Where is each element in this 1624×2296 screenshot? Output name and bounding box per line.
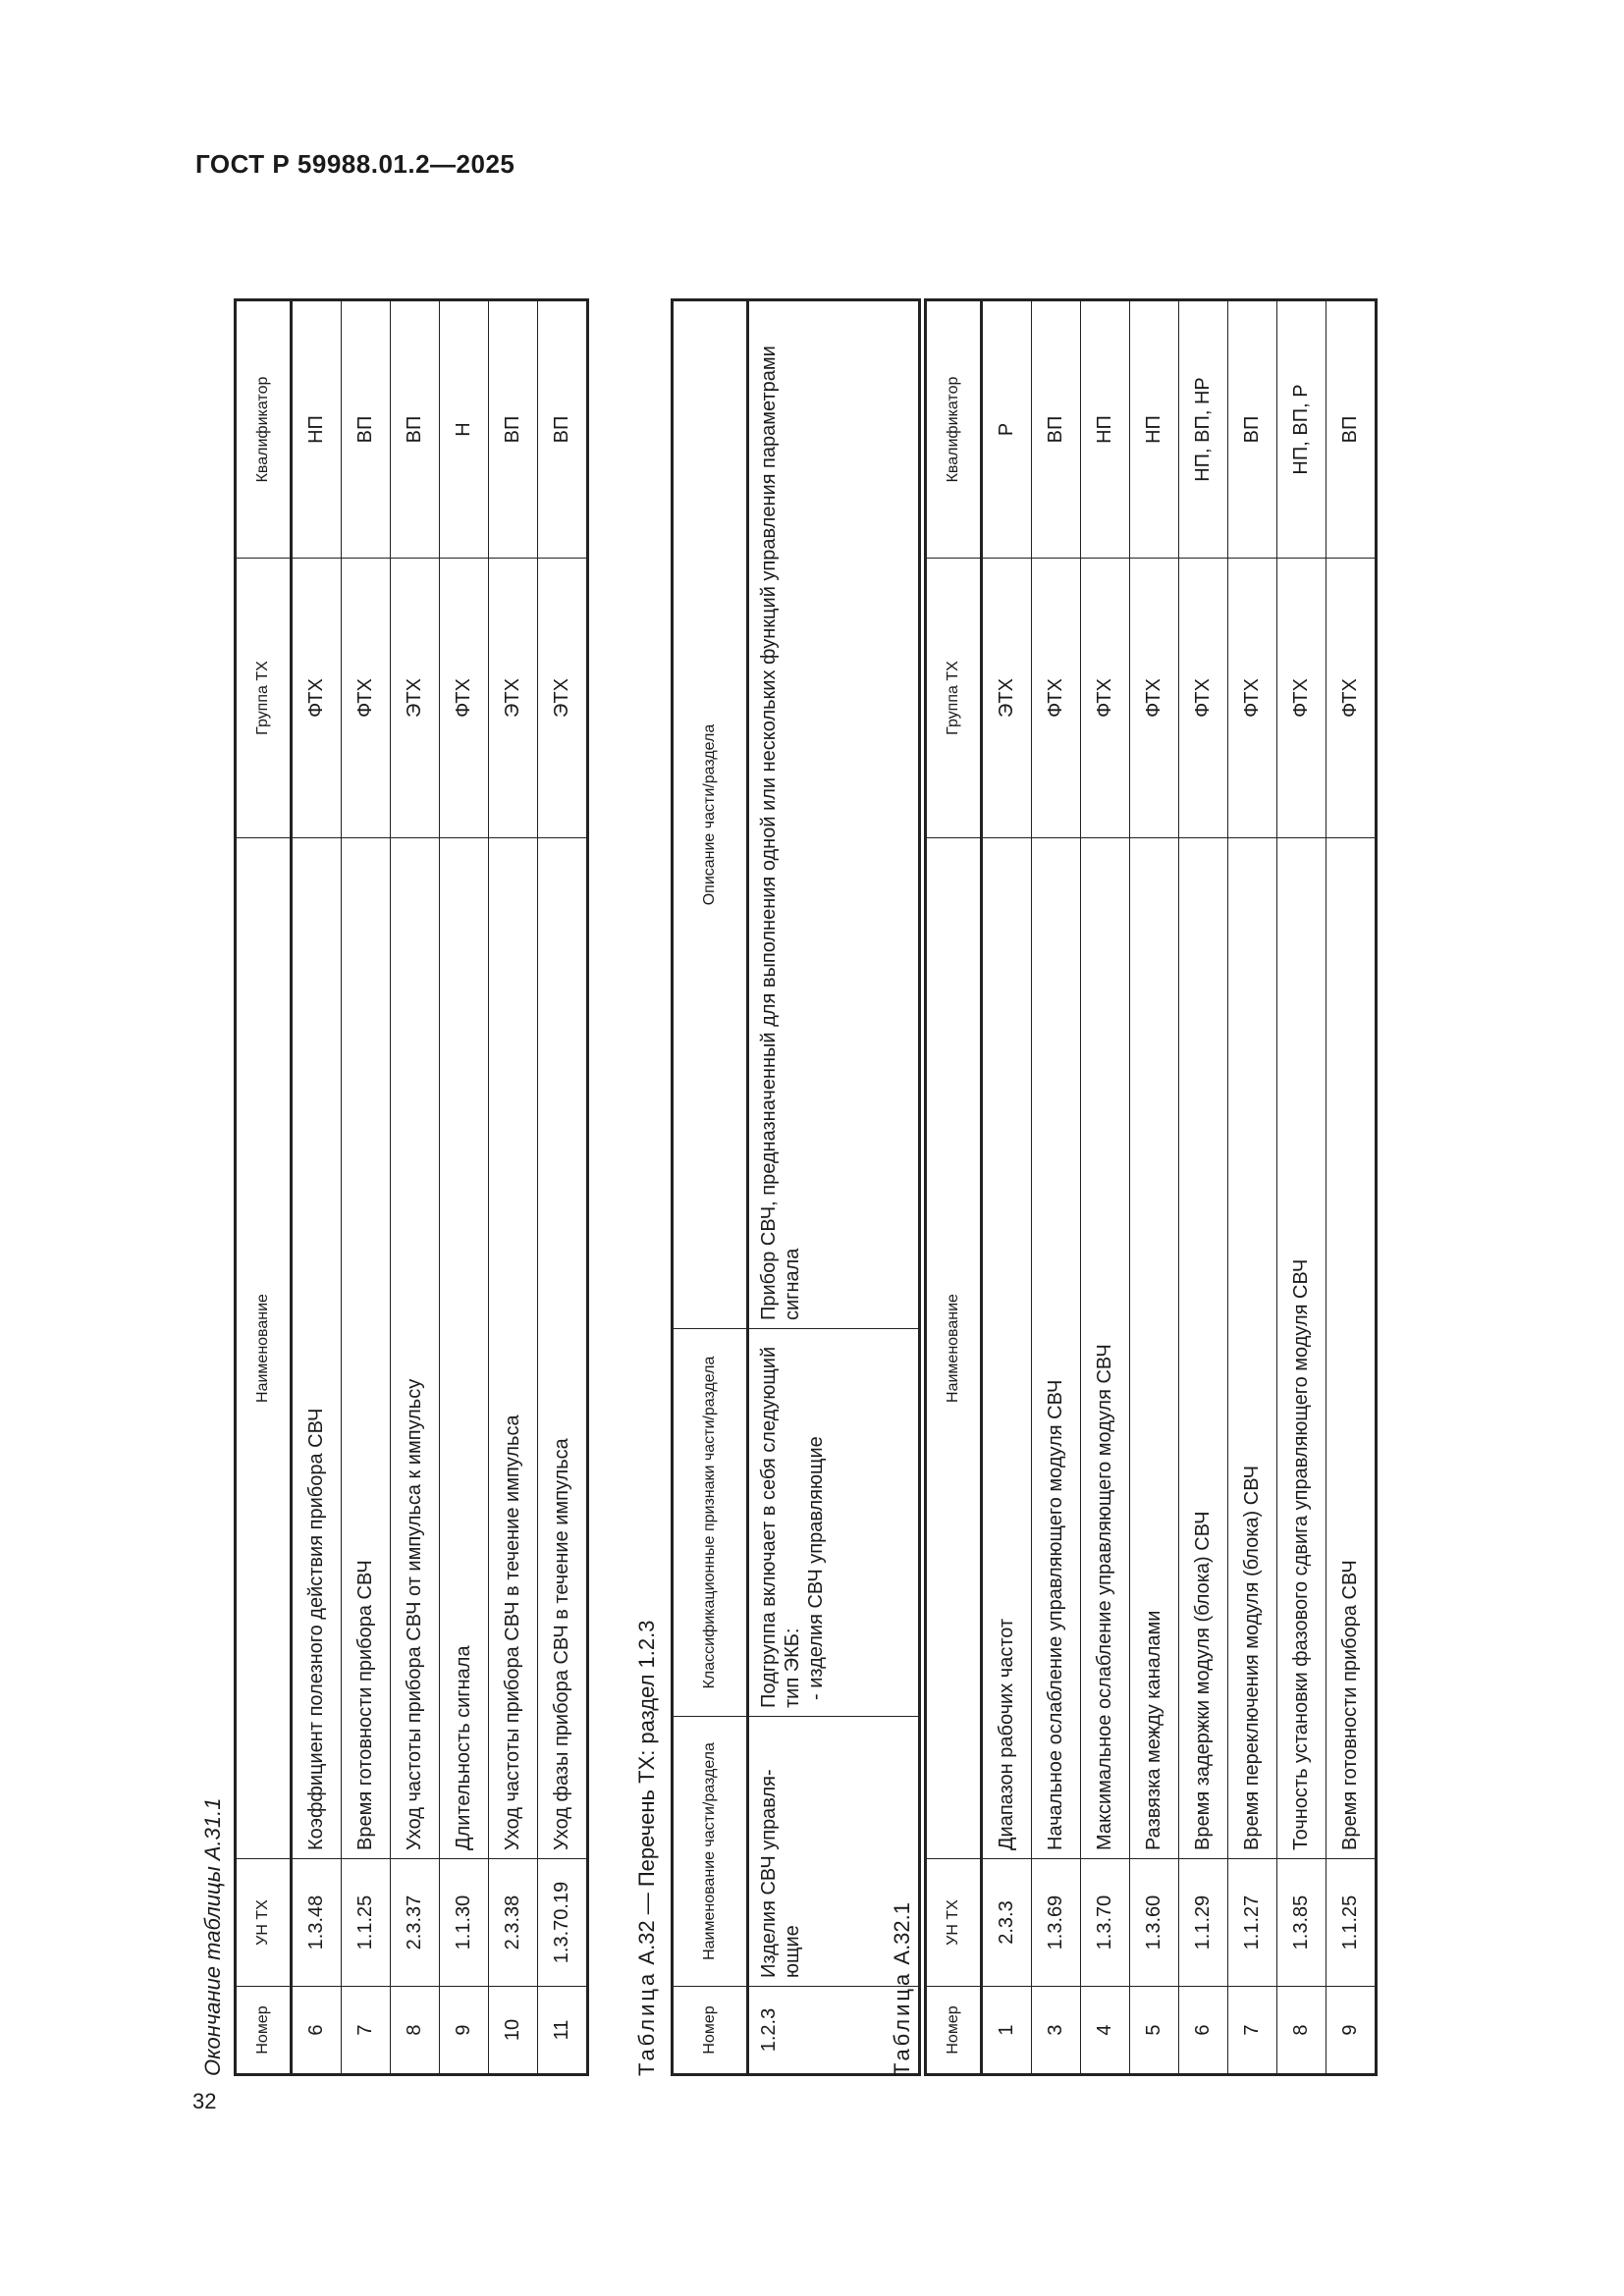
cell-qualifier: ВП — [1326, 300, 1377, 559]
cell-code: 2.3.38 — [489, 1859, 538, 1987]
cell-number: 7 — [342, 1987, 391, 2075]
cell-name: Время готовности прибора СВЧ — [342, 838, 391, 1859]
cell-number: 5 — [1130, 1987, 1179, 2075]
cell-name: Диапазон рабочих частот — [982, 838, 1032, 1859]
cell-group: ЭТХ — [489, 559, 538, 838]
cell-code: 1.1.25 — [1326, 1859, 1377, 1987]
cell-name: Уход частоты прибора СВЧ в течение импульса — [489, 838, 538, 1859]
col-header-description: Описание части/раздела — [673, 300, 748, 1329]
cell-qualifier: НП — [292, 300, 342, 559]
table-a31-1 — [234, 298, 589, 2076]
cell-group: ФТХ — [342, 559, 391, 838]
cell-code: 1.3.70.19 — [538, 1859, 588, 1987]
table-row — [440, 300, 489, 2075]
cell-group: ФТХ — [1130, 559, 1179, 838]
table-row — [748, 300, 920, 2075]
cell-number: 10 — [489, 1987, 538, 2075]
cell-number: 9 — [440, 1987, 489, 2075]
table-a32-caption-prefix: Таблица — [634, 1970, 659, 2076]
cell-qualifier: НП — [1081, 300, 1130, 559]
cell-group: ЭТХ — [391, 559, 440, 838]
cell-qualifier: ВП — [391, 300, 440, 559]
features-line: Подгруппа включает в себя следующий тип ЭКБ: — [758, 1346, 803, 1708]
cell-group: ФТХ — [1179, 559, 1228, 838]
table-row — [538, 300, 588, 2075]
cell-name: Длительность сигнала — [440, 838, 489, 1859]
cell-code: 1.3.85 — [1277, 1859, 1326, 1987]
cell-name: Точность установки фазового сдвига управляющего модуля СВЧ — [1277, 838, 1326, 1859]
cell-code: 1.1.30 — [440, 1859, 489, 1987]
table-row — [1032, 300, 1081, 2075]
col-header-number: Номер — [236, 1987, 292, 2075]
table-a32-caption-rest: А.32 — Перечень ТХ: раздел 1.2.3 — [634, 1620, 659, 1965]
cell-qualifier: Н — [440, 300, 489, 559]
cell-section-name: Изделия СВЧ управля-ющие — [748, 1717, 920, 1987]
cell-qualifier: НП, ВП, НР — [1179, 300, 1228, 559]
cell-number: 8 — [1277, 1987, 1326, 2075]
cell-qualifier: ВП — [342, 300, 391, 559]
cell-number: 6 — [292, 1987, 342, 2075]
table-a32-caption — [634, 1621, 660, 2076]
cell-qualifier: ВП — [1228, 300, 1277, 559]
cell-qualifier: НП, ВП, Р — [1277, 300, 1326, 559]
cell-qualifier: ВП — [1032, 300, 1081, 559]
col-header-features: Классификационные признаки части/раздела — [673, 1329, 748, 1717]
document-header: ГОСТ Р 59988.01.2—2025 — [195, 149, 515, 179]
cell-code: 2.3.37 — [391, 1859, 440, 1987]
table-a32-1 — [924, 298, 1378, 2076]
table-a32-1-caption-prefix: Таблица — [890, 1970, 914, 2076]
col-header-number: Номер — [673, 1987, 748, 2075]
cell-number: 9 — [1326, 1987, 1377, 2075]
cell-qualifier: НП — [1130, 300, 1179, 559]
table-row — [489, 300, 538, 2075]
cell-code: 2.3.3 — [982, 1859, 1032, 1987]
cell-name: Уход частоты прибора СВЧ от импульса к импульсу — [391, 838, 440, 1859]
col-header-qualifier: Квалификатор — [236, 300, 292, 559]
cell-features — [748, 1329, 920, 1717]
cell-group: ФТХ — [1081, 559, 1130, 838]
cell-qualifier: ВП — [538, 300, 588, 559]
cell-qualifier: Р — [982, 300, 1032, 559]
cell-number: 1 — [982, 1987, 1032, 2075]
cell-description: Прибор СВЧ, предназначенный для выполнения одной или нескольких функций управления параметрами сигнала — [748, 300, 920, 1329]
cell-group: ЭТХ — [538, 559, 588, 838]
table-header-row — [926, 300, 982, 2075]
cell-number: 8 — [391, 1987, 440, 2075]
cell-name: Коэффициент полезного действия прибора СВЧ — [292, 838, 342, 1859]
page-number: 32 — [192, 2089, 217, 2113]
cell-group: ФТХ — [1326, 559, 1377, 838]
cell-name: Время переключения модуля (блока) СВЧ — [1228, 838, 1277, 1859]
features-item: - изделия СВЧ управляющие — [805, 1436, 827, 1700]
col-header-group: Группа ТХ — [926, 559, 982, 838]
cell-group: ФТХ — [1032, 559, 1081, 838]
cell-number: 3 — [1032, 1987, 1081, 2075]
col-header-code: УН ТХ — [236, 1859, 292, 1987]
table-a31-1-caption: Окончание таблицы А.31.1 — [200, 1797, 225, 2076]
cell-code: 1.3.69 — [1032, 1859, 1081, 1987]
cell-group: ФТХ — [440, 559, 489, 838]
col-header-code: УН ТХ — [926, 1859, 982, 1987]
cell-name: Максимальное ослабление управляющего модуля СВЧ — [1081, 838, 1130, 1859]
col-header-group: Группа ТХ — [236, 559, 292, 838]
table-a32-1-caption — [890, 1902, 915, 2076]
cell-name: Время готовности прибора СВЧ — [1326, 838, 1377, 1859]
cell-number: 1.2.3 — [748, 1987, 920, 2075]
col-header-name: Наименование — [926, 838, 982, 1859]
cell-group: ФТХ — [1277, 559, 1326, 838]
col-header-name: Наименование — [236, 838, 292, 1859]
table-header-row — [236, 300, 292, 2075]
cell-group: ЭТХ — [982, 559, 1032, 838]
table-row — [292, 300, 342, 2075]
cell-name: Развязка между каналами — [1130, 838, 1179, 1859]
table-row — [1277, 300, 1326, 2075]
cell-number: 4 — [1081, 1987, 1130, 2075]
table-row — [342, 300, 391, 2075]
table-row — [1081, 300, 1130, 2075]
cell-number: 11 — [538, 1987, 588, 2075]
table-row — [982, 300, 1032, 2075]
cell-code: 1.1.25 — [342, 1859, 391, 1987]
cell-code: 1.3.70 — [1081, 1859, 1130, 1987]
cell-group: ФТХ — [1228, 559, 1277, 838]
table-header-row — [673, 300, 748, 2075]
cell-number: 7 — [1228, 1987, 1277, 2075]
rotated-content — [187, 196, 1404, 2101]
table-row — [1326, 300, 1377, 2075]
col-header-qualifier: Квалификатор — [926, 300, 982, 559]
cell-code: 1.1.29 — [1179, 1859, 1228, 1987]
cell-code: 1.3.48 — [292, 1859, 342, 1987]
cell-qualifier: ВП — [489, 300, 538, 559]
cell-name: Начальное ослабление управляющего модуля СВЧ — [1032, 838, 1081, 1859]
table-row — [1179, 300, 1228, 2075]
table-row — [1130, 300, 1179, 2075]
col-header-number: Номер — [926, 1987, 982, 2075]
col-header-section-name: Наименование части/раздела — [673, 1717, 748, 1987]
table-a32 — [671, 298, 921, 2076]
table-a32-1-caption-rest: А.32.1 — [890, 1902, 914, 1965]
cell-name: Уход фазы прибора СВЧ в течение импульса — [538, 838, 588, 1859]
table-row — [391, 300, 440, 2075]
cell-code: 1.3.60 — [1130, 1859, 1179, 1987]
cell-name: Время задержки модуля (блока) СВЧ — [1179, 838, 1228, 1859]
table-row — [1228, 300, 1277, 2075]
cell-group: ФТХ — [292, 559, 342, 838]
cell-number: 6 — [1179, 1987, 1228, 2075]
cell-code: 1.1.27 — [1228, 1859, 1277, 1987]
